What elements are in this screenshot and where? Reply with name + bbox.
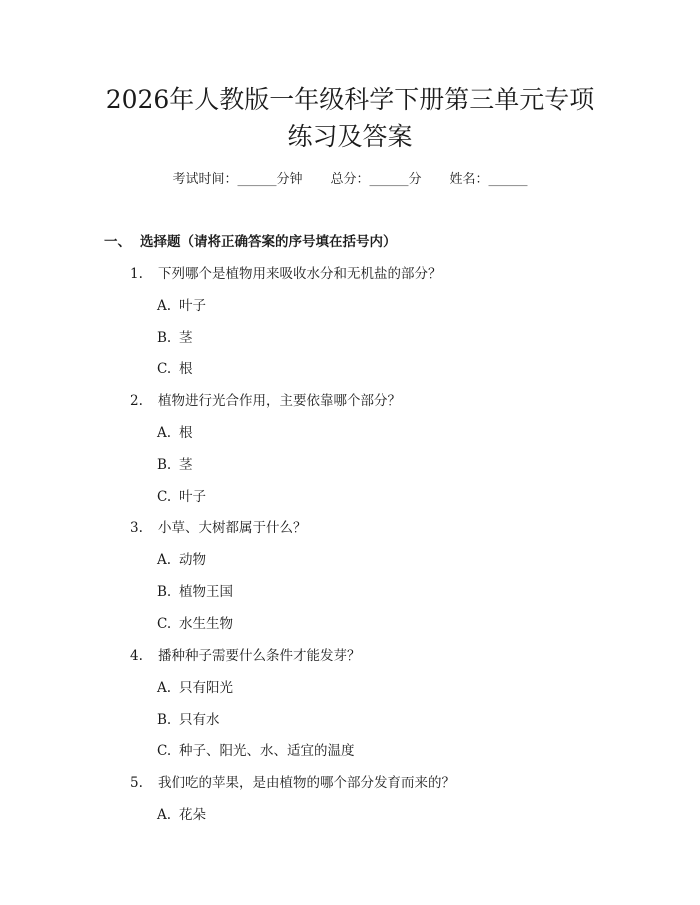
- option-letter: A.: [157, 680, 172, 696]
- student-name: 姓名：______: [449, 172, 528, 187]
- question-3: [130, 516, 307, 536]
- option-3c: [157, 612, 233, 632]
- question-text: 我们吃的苹果，是由植物的哪个部分发育而来的？: [158, 775, 455, 791]
- question-text: 播种种子需要什么条件才能发芽？: [158, 648, 361, 664]
- option-2a: [157, 421, 193, 441]
- option-text: 只有阳光: [179, 680, 233, 696]
- option-1b: [157, 326, 193, 346]
- option-text: 叶子: [179, 489, 206, 505]
- option-letter: C.: [157, 361, 172, 377]
- option-text: 动物: [179, 552, 206, 568]
- option-1c: [157, 357, 193, 377]
- question-1: [130, 262, 442, 282]
- option-letter: C.: [157, 489, 172, 505]
- option-text: 种子、阳光、水、适宜的温度: [179, 743, 355, 759]
- option-text: 根: [179, 361, 193, 377]
- question-number: 4.: [130, 648, 143, 664]
- option-text: 植物王国: [179, 584, 233, 600]
- option-3b: [157, 580, 233, 600]
- page-title-line1: 2026年人教版一年级科学下册第三单元专项: [105, 85, 595, 114]
- option-letter: B.: [157, 330, 172, 346]
- question-number: 3.: [130, 520, 143, 536]
- question-4: [130, 644, 361, 664]
- option-text: 茎: [179, 330, 193, 346]
- question-2: [130, 389, 401, 409]
- option-2c: [157, 485, 206, 505]
- option-letter: A.: [157, 552, 172, 568]
- option-text: 只有水: [179, 712, 220, 728]
- option-text: 根: [179, 425, 193, 441]
- question-text: 小草、大树都属于什么？: [158, 520, 307, 536]
- option-text: 叶子: [179, 298, 206, 314]
- option-text: 花朵: [179, 807, 206, 823]
- option-3a: [157, 548, 206, 568]
- option-5a: [157, 803, 206, 823]
- option-letter: A.: [157, 425, 172, 441]
- section-number: 一、: [104, 234, 131, 250]
- option-text: 水生生物: [179, 616, 233, 632]
- question-number: 1.: [130, 266, 143, 282]
- option-letter: C.: [157, 616, 172, 632]
- option-letter: A.: [157, 298, 172, 314]
- option-letter: B.: [157, 457, 172, 473]
- option-letter: A.: [157, 807, 172, 823]
- option-letter: B.: [157, 584, 172, 600]
- option-1a: [157, 294, 206, 314]
- question-number: 5.: [130, 775, 143, 791]
- question-text: 下列哪个是植物用来吸收水分和无机盐的部分？: [158, 266, 442, 282]
- option-4c: [157, 739, 355, 759]
- section-title: 选择题（请将正确答案的序号填在括号内）: [140, 234, 397, 250]
- option-4b: [157, 708, 220, 728]
- option-text: 茎: [179, 457, 193, 473]
- option-2b: [157, 453, 193, 473]
- section-heading: [104, 230, 397, 250]
- exam-time: 考试时间：______分钟: [172, 172, 303, 187]
- option-4a: [157, 676, 233, 696]
- exam-meta: [0, 168, 700, 187]
- exam-score: 总分：______分: [330, 172, 422, 187]
- option-letter: B.: [157, 712, 172, 728]
- question-text: 植物进行光合作用，主要依靠哪个部分？: [158, 393, 401, 409]
- question-number: 2.: [130, 393, 143, 409]
- page-title-line2: 练习及答案: [287, 122, 413, 151]
- option-letter: C.: [157, 743, 172, 759]
- question-5: [130, 771, 455, 791]
